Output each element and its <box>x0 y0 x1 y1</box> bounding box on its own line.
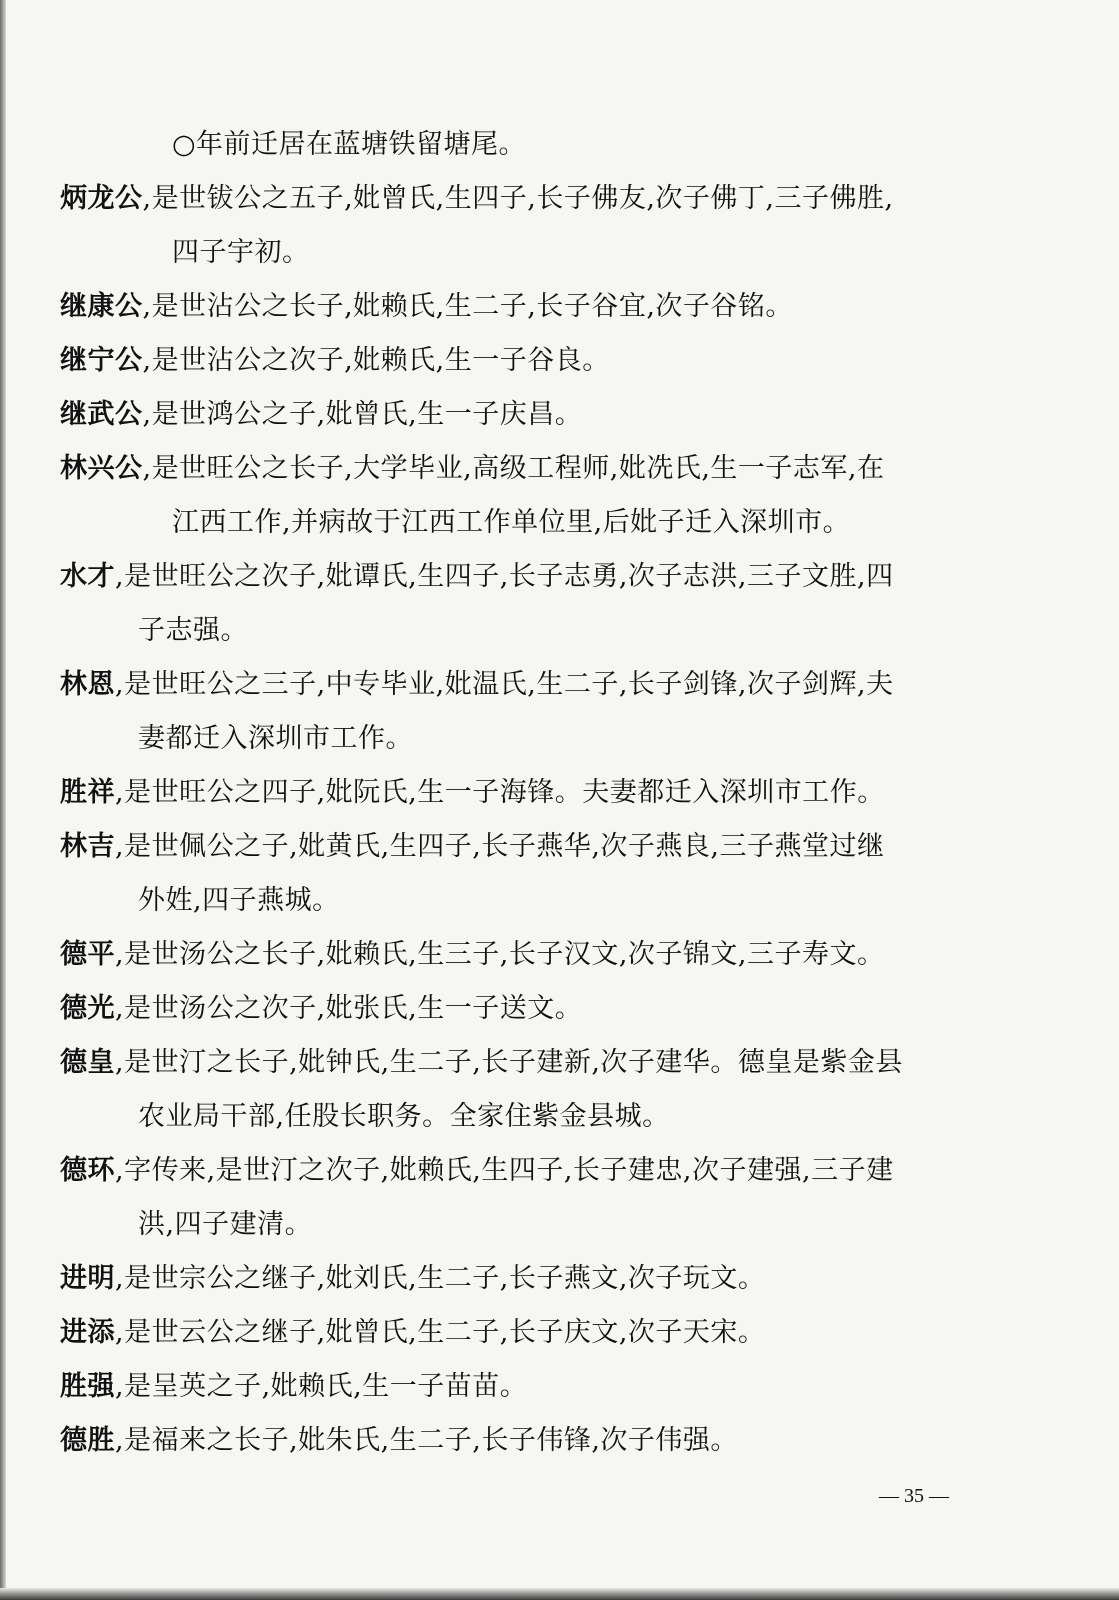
entry-name: 进明 <box>60 1263 115 1294</box>
entry-body: ,字传来,是世汀之次子,妣赖氏,生四子,长子建忠,次子建强,三子建 <box>115 1155 894 1186</box>
entry-body: ,是世沾公之长子,妣赖氏,生二子,长子谷宜,次子谷铭。 <box>142 291 793 322</box>
entry-body: ,是世旺公之长子,大学毕业,高级工程师,妣冼氏,生一子志军,在 <box>142 453 885 484</box>
entry-line <box>60 982 1060 1036</box>
list-item <box>60 280 1060 334</box>
entry-name: 林兴公 <box>60 453 143 484</box>
entry-body: ,是世汤公之次子,妣张氏,生一子送文。 <box>115 993 583 1024</box>
entry-continuation: 农业局干部,任股长职务。全家住紫金县城。 <box>138 1101 670 1132</box>
entry-body: ,是世云公之继子,妣曾氏,生二子,长子庆文,次子天宋。 <box>115 1317 766 1348</box>
entry-line <box>60 766 1060 820</box>
entry-line <box>60 1036 1060 1090</box>
entry-name: 继武公 <box>60 399 143 430</box>
list-item <box>60 1306 1060 1360</box>
list-item <box>60 172 1060 280</box>
page-number: — 35 — <box>879 1485 949 1507</box>
list-item <box>60 1414 1060 1468</box>
entry-continuation: 江西工作,并病故于江西工作单位里,后妣子迁入深圳市。 <box>172 507 851 538</box>
entry-name: 德胜 <box>60 1425 115 1456</box>
entry-body: ,是世旺公之次子,妣谭氏,生四子,长子志勇,次子志洪,三子文胜,四 <box>115 561 894 592</box>
entry-body: ,是福来之长子,妣朱氏,生二子,长子伟锋,次子伟强。 <box>115 1425 738 1456</box>
entry-line <box>60 820 1060 874</box>
list-item <box>60 442 1060 550</box>
entry-name: 德光 <box>60 993 115 1024</box>
list-item <box>60 820 1060 928</box>
entry-body: ,是世鸿公之子,妣曾氏,生一子庆昌。 <box>142 399 583 430</box>
entry-name: 继宁公 <box>60 345 143 376</box>
entry-name: 林吉 <box>60 831 115 862</box>
entry-line <box>60 1144 1060 1198</box>
entry-continuation: 子志强。 <box>138 615 248 646</box>
entry-body: ,是世旺公之四子,妣阮氏,生一子海锋。夫妻都迁入深圳市工作。 <box>115 777 885 808</box>
entry-line <box>60 1360 1060 1414</box>
entry-body: ,是世汤公之长子,妣赖氏,生三子,长子汉文,次子锦文,三子寿文。 <box>115 939 885 970</box>
entry-line <box>60 280 1060 334</box>
entries-list <box>60 172 1060 1468</box>
entry-line <box>60 1252 1060 1306</box>
list-item <box>60 388 1060 442</box>
list-item <box>60 1252 1060 1306</box>
entry-name: 德平 <box>60 939 115 970</box>
entry-body: ,是世旺公之三子,中专毕业,妣温氏,生二子,长子剑锋,次子剑辉,夫 <box>115 669 894 700</box>
list-item <box>60 1144 1060 1252</box>
entry-name: 炳龙公 <box>60 183 143 214</box>
entry-body: ,是世钹公之五子,妣曾氏,生四子,长子佛友,次子佛丁,三子佛胜, <box>142 183 894 214</box>
intro-line: ○年前迁居在蓝塘铁留塘尾。 <box>172 129 527 160</box>
entry-line <box>60 442 1060 496</box>
list-item <box>60 550 1060 658</box>
entry-name: 林恩 <box>60 669 115 700</box>
list-item <box>60 928 1060 982</box>
entry-name: 德环 <box>60 1155 115 1186</box>
entry-body: ,是世沾公之次子,妣赖氏,生一子谷良。 <box>142 345 610 376</box>
entry-line <box>60 334 1060 388</box>
entry-line <box>60 172 1060 226</box>
entry-name: 德皇 <box>60 1047 115 1078</box>
entry-line <box>60 928 1060 982</box>
entry-name: 进添 <box>60 1317 115 1348</box>
entry-line <box>60 550 1060 604</box>
entry-body: ,是世汀之长子,妣钟氏,生二子,长子建新,次子建华。德皇是紫金县 <box>115 1047 903 1078</box>
entry-name: 胜祥 <box>60 777 115 808</box>
entry-line <box>60 658 1060 712</box>
entry-continuation: 妻都迁入深圳市工作。 <box>138 723 413 754</box>
list-item <box>60 334 1060 388</box>
list-item <box>60 982 1060 1036</box>
entry-body: ,是世佩公之子,妣黄氏,生四子,长子燕华,次子燕良,三子燕堂过继 <box>115 831 885 862</box>
entry-continuation: 洪,四子建清。 <box>138 1209 313 1240</box>
entry-continuation: 四子宇初。 <box>172 237 310 268</box>
entry-continuation: 外姓,四子燕城。 <box>138 885 340 916</box>
list-item <box>60 658 1060 766</box>
entry-line <box>60 1306 1060 1360</box>
entry-line <box>60 1414 1060 1468</box>
entry-name: 水才 <box>60 561 115 592</box>
entry-line <box>60 388 1060 442</box>
list-item <box>60 1360 1060 1414</box>
entry-body: ,是呈英之子,妣赖氏,生一子苗苗。 <box>115 1371 528 1402</box>
entry-name: 继康公 <box>60 291 143 322</box>
entry-name: 胜强 <box>60 1371 115 1402</box>
genealogy-text <box>60 118 1060 1468</box>
list-item <box>60 1036 1060 1144</box>
list-item <box>60 766 1060 820</box>
entry-body: ,是世宗公之继子,妣刘氏,生二子,长子燕文,次子玩文。 <box>115 1263 766 1294</box>
